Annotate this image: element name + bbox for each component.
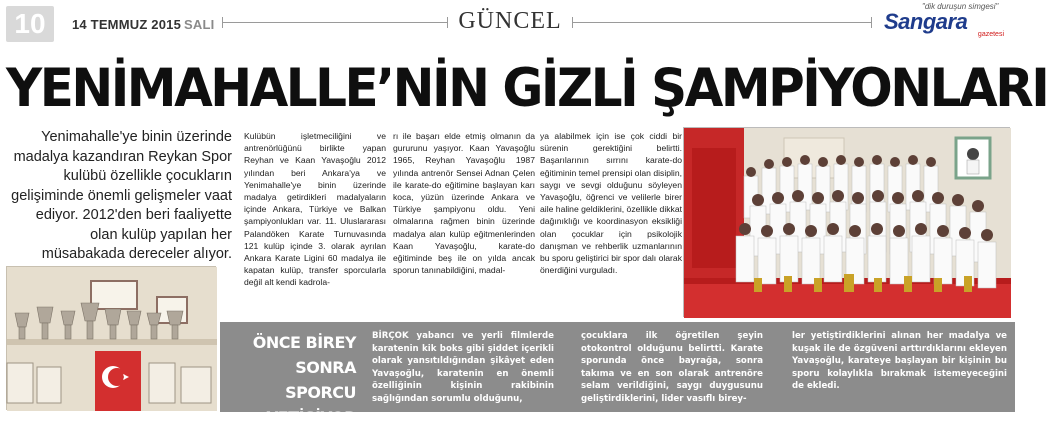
band-title [222,330,356,430]
body-column-2: rı ile başarı elde etmiş olmanın da gururunu yaşıyor. Kaan Yavaşoğlu 1965, Reyhan Yavaşoğlu 1987 yılında antrenör Sensei Adnan Çelen ile karate-do eğitimine başlayan karı koca, yüzün üzerinde Ankara ve Türkiye şampiyonu oldu. Yeni olmalarına rağmen binin üzerinde madalya alan kulüp eğitmenlerinden Kaan Yavaşoğlu, karate-do eğitiminde beş ile on yılda ancak sporun tanınabildiğini, madal- [393,131,535,276]
logo-sub: gazetesi [977,31,1004,38]
logo-slogan: "dik duruşun simgesi" [922,2,999,11]
page-number: 10 [6,6,54,42]
team-photo-illustration [684,128,1011,318]
date-text: 14 TEMMUZ 2015 [72,17,182,32]
header-rule-right [572,22,872,23]
band-title-line-2: SONRA SPORCU [285,358,356,402]
band-title-line-1: ÖNCE BİREY [252,333,356,352]
band-column-1: BİRÇOK yabancı ve yerli filmlerde karatenin kik boks gibi şiddet içerikli olarak yansıtıldığından şikâyet eden Yavaşoğlu, karatenin en önemli özelliğinin kişinin rakibinin sağlığından sorumlu olduğunu, [372,331,554,404]
weekday-text: SALI [184,17,215,32]
body-column-3: ya alabilmek için ise çok ciddi bir sürenin gerektiğini belirtti. Başarılarının sırrını karate-do eğitiminin temel prensipi olan disiplin, saygı ve sevgi olduğunu söyleyen Yavaşoğlu, öğrenci ve velilerle birer aile haline geldiklerini, özellikle dikkat dağınıklığı ve koordinasyon eksikliği olan çocuklar için psikolojik danışman ve rehberlik uzmanlarının bu sporu geliştirici bir spor dalı olarak önerdiğini vurguladı. [540,131,682,276]
band-column-3: ler yetiştirdiklerini alınan her madalya ve kuşak ile de özgüveni arttırdıklarını ekleyen Yavaşoğlu, karateye başlayan bir kişinin bu sporu kolaylıkla bırakmak istemeyeceğini de ekledi. [792,331,1007,392]
logo-brand: Sangara [884,9,968,34]
header-rule-left [222,22,448,23]
trophy-photo [6,266,216,410]
band-title-line-3: YETİŞİYOR [266,408,356,427]
headline: YENİMAHALLE’NİN GİZLİ ŞAMPİYONLARI [6,57,1047,119]
newspaper-logo [880,2,1010,38]
lead-paragraph: Yenimahalle'ye binin üzerinde madalya kazandıran Reykan Spor kulübü özellikle çocukların gelişiminde önemli gelişmeler vaat ediyor. 2012'den beri faaliyette olan kulüp yapılan her müsabakada dereceler alıyor. [11,129,232,262]
trophy-photo-illustration [7,267,217,411]
body-column-1: Kulübün işletmeciliğini ve antrenörlüğünü birlikte yapan Reyhan ve Kaan Yavaşoğlu 2012 yılından beri Ankara'ya ve Yenimahalle'ye binin üzerinde madalya getirdikleri madalyaların içinde Ankara, Türkiye ve Balkan şampiyonlukları var. 11. Uluslararası Palandöken Karate Turnuvasında 121 kulüp içinde 3. olarak ayrılan Ankara Karate Ligini 60 madalya ile kapatan kulüp, transfer sporcularla değil alt kendi kadrola- [244,131,386,288]
team-photo [683,127,1010,317]
band-column-2: çocuklara ilk öğretilen şeyin otokontrol olduğunu belirtti. Karate sporunda önce bayrağa, sonra takıma ve en son olarak antrenöre selam verildiğini, saygı duygusunu geliştirdiklerini, lider vasıflı birey- [581,331,763,404]
section-title: GÜNCEL [458,8,562,34]
issue-date [72,17,214,32]
